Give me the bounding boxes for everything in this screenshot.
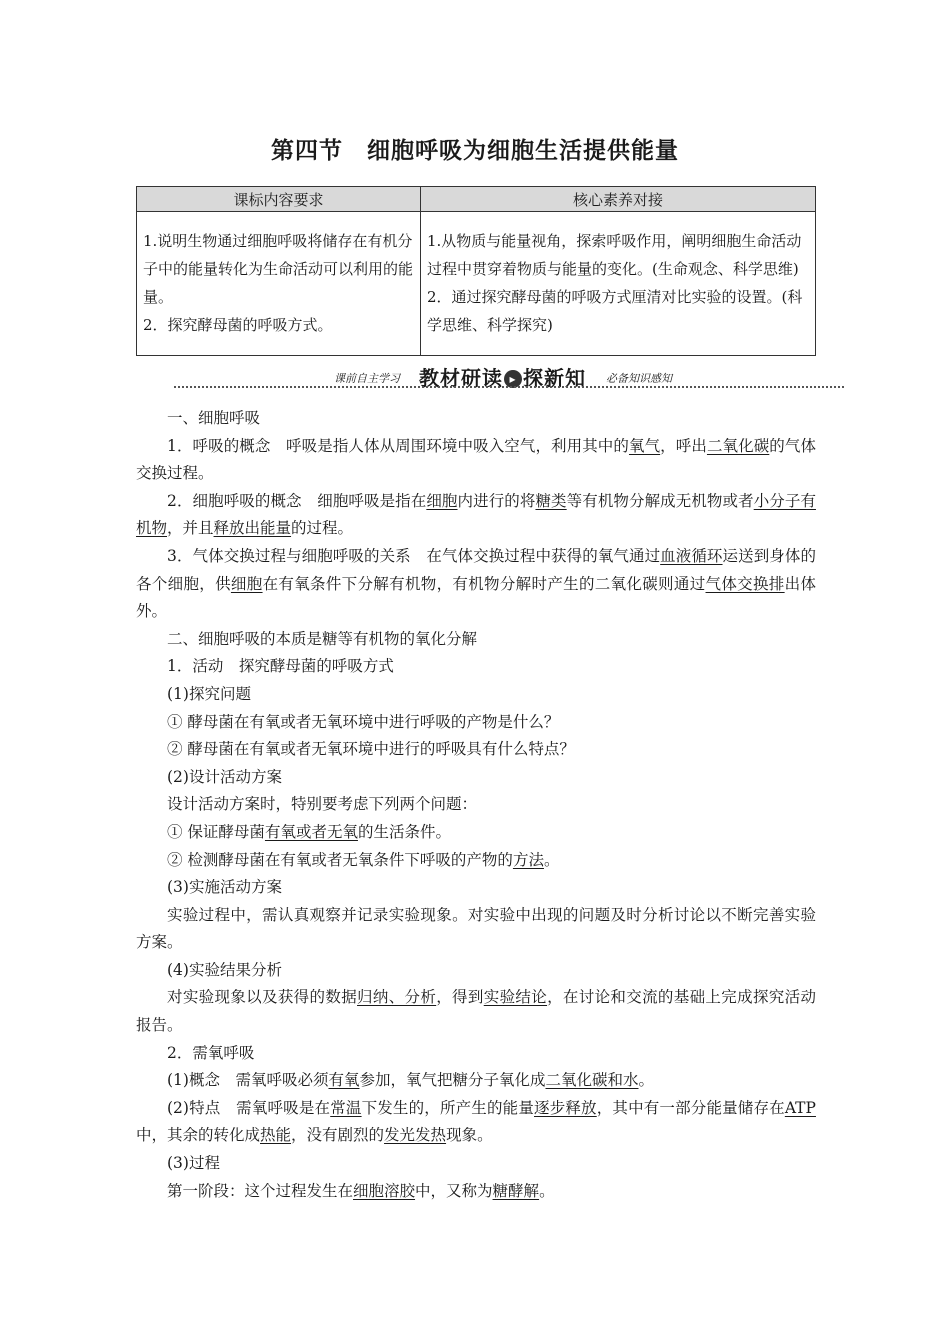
subheading: (3)过程 — [167, 1154, 220, 1173]
answer-blank: 常温 — [330, 1098, 362, 1117]
answer-blank: 氧气 — [628, 436, 661, 455]
paragraph-cell-respiration-concept: 2．细胞呼吸的概念 细胞呼吸是指在细胞内进行的将糖类等有机物分解成无机物或者小分子有机物，并且释放出能量的过程。 — [136, 491, 816, 538]
curriculum-standards-table — [136, 186, 816, 356]
answer-blank: 归纳、分析 — [357, 988, 437, 1007]
subheading: 2．需氧呼吸 — [167, 1043, 255, 1062]
paragraph-implementation: 实验过程中，需认真观察并记录实验现象。对实验中出现的问题及时分析讨论以不断完善实验方案。 — [136, 905, 816, 952]
banner-right-label: 必备知识感知 — [606, 372, 672, 385]
requirements-cell — [137, 212, 421, 356]
answer-blank: 热能 — [260, 1126, 292, 1145]
answer-blank: 实验结论 — [483, 988, 548, 1007]
answer-blank: 细胞 — [230, 574, 263, 593]
paragraph-stage-one: 第一阶段：这个过程发生在细胞溶胶中，又称为糖酵解。 — [167, 1181, 555, 1200]
design-item: ① 保证酵母菌有氧或者无氧的生活条件。 — [167, 822, 451, 841]
section-heading: 一、细胞呼吸 — [167, 409, 261, 427]
design-intro: 设计活动方案时，特别要考虑下列两个问题： — [167, 795, 478, 814]
answer-blank: 释放出能量 — [213, 519, 292, 538]
table-header-competencies: 核心素养对接 — [421, 187, 816, 212]
answer-blank: 二氧化碳和水 — [545, 1071, 639, 1090]
answer-blank: 逐步释放 — [534, 1098, 597, 1117]
subheading: (1)探究问题 — [167, 684, 251, 703]
answer-blank: 方法 — [512, 850, 544, 869]
paragraph-aerobic-concept: (1)概念 需氧呼吸必须有氧参加，氧气把糖分子氧化成二氧化碳和水。 — [167, 1071, 655, 1090]
subheading: (2)设计活动方案 — [167, 767, 282, 786]
answer-blank: 糖酵解 — [492, 1181, 540, 1200]
answer-blank: 气体交换排 — [705, 574, 785, 593]
question-item: ② 酵母菌在有氧或者无氧环境中进行的呼吸具有什么特点？ — [167, 740, 575, 759]
answer-blank: 细胞溶胶 — [353, 1181, 416, 1200]
requirement-item: 1.说明生物通过细胞呼吸将储存在有机分子中的能量转化为生命活动可以利用的能量。 — [143, 231, 414, 306]
answer-blank: 糖类 — [535, 491, 567, 510]
answer-blank: 有氧 — [328, 1071, 360, 1090]
page-title: 第四节 细胞呼吸为细胞生活提供能量 — [271, 138, 679, 164]
section-banner — [174, 362, 844, 390]
table-header-requirements: 课标内容要求 — [137, 187, 421, 212]
subheading: (4)实验结果分析 — [167, 960, 282, 979]
requirement-item: 2．探究酵母菌的呼吸方式。 — [143, 315, 333, 334]
banner-divider — [174, 386, 844, 388]
paragraph-aerobic-feature: (2)特点 需氧呼吸是在常温下发生的，所产生的能量逐步释放，其中有一部分能量储存在ATP中，其余的转化成热能，没有剧烈的发光发热现象。 — [136, 1098, 816, 1145]
paragraph-result-analysis: 对实验现象以及获得的数据归纳、分析，得到实验结论，在讨论和交流的基础上完成探究活动报告。 — [136, 988, 816, 1035]
answer-blank: 小分子有机物 — [136, 491, 816, 538]
competency-item: 2．通过探究酵母菌的呼吸方式厘清对比实验的设置。(科学思维、科学探究) — [427, 287, 803, 334]
paragraph-respiration-concept: 1．呼吸的概念 呼吸是指人体从周围环境中吸入空气，利用其中的氧气，呼出二氧化碳的气体交换过程。 — [136, 436, 816, 483]
answer-blank: 血液循环 — [660, 546, 723, 565]
answer-blank: 二氧化碳 — [706, 436, 770, 455]
banner-title-part-a: 教材研读 — [419, 366, 503, 390]
competencies-cell — [421, 212, 816, 356]
answer-blank: 细胞 — [426, 491, 458, 510]
answer-blank: 有氧或者无氧 — [264, 822, 358, 841]
section-heading: 二、细胞呼吸的本质是糖等有机物的氧化分解 — [167, 629, 478, 648]
subheading: (3)实施活动方案 — [167, 878, 282, 897]
answer-blank: 发光发热 — [384, 1126, 447, 1145]
arrow-right-icon: ▸ — [504, 370, 522, 388]
competency-item: 1.从物质与能量视角，探索呼吸作用，阐明细胞生命活动过程中贯穿着物质与能量的变化。(生命观念、科学思维) — [427, 231, 802, 278]
activity-heading: 1．活动 探究酵母菌的呼吸方式 — [167, 657, 394, 676]
answer-blank: ATP — [784, 1098, 816, 1117]
question-item: ① 酵母菌在有氧或者无氧环境中进行呼吸的产物是什么？ — [167, 712, 560, 731]
design-item: ② 检测酵母菌在有氧或者无氧条件下呼吸的产物的方法。 — [167, 850, 560, 869]
paragraph-gas-exchange-relation: 3．气体交换过程与细胞呼吸的关系 在气体交换过程中获得的氧气通过血液循环运送到身体的各个细胞，供细胞在有氧条件下分解有机物，有机物分解时产生的二氧化碳则通过气体交换排出体外。 — [136, 546, 816, 621]
banner-left-label: 课前自主学习 — [334, 372, 400, 385]
main-content — [136, 405, 816, 1205]
banner-title-part-b: 探新知 — [523, 366, 586, 390]
